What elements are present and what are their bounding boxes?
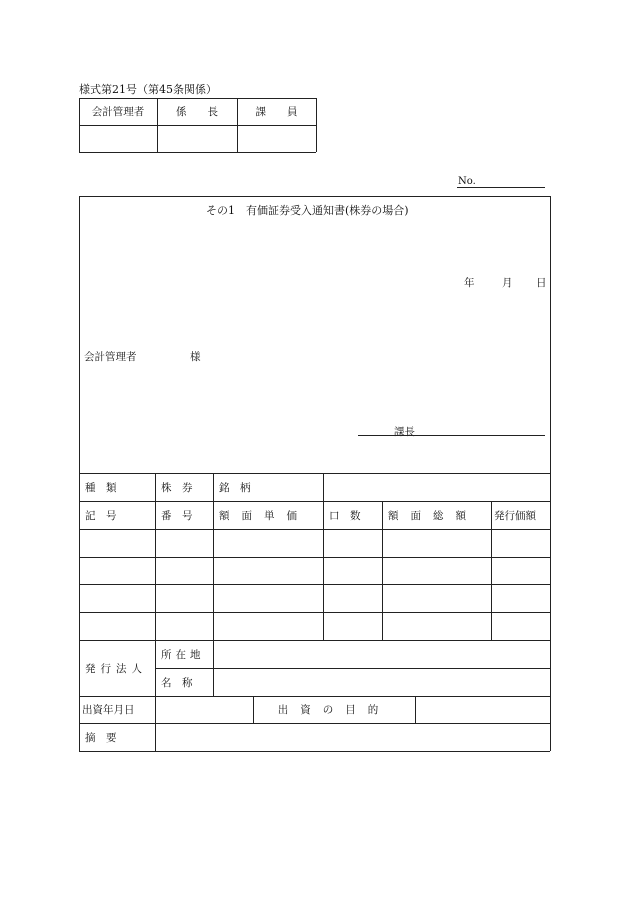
data-row-2[interactable] <box>80 558 549 584</box>
cell-stock-certificate: 株 券 <box>161 481 193 494</box>
data-row-4[interactable] <box>80 613 549 639</box>
approval-stamp-chief[interactable] <box>158 126 236 151</box>
addressee-honorific: 様 <box>190 351 201 363</box>
cell-kind-label: 種 類 <box>85 481 117 494</box>
remarks-input[interactable] <box>156 724 549 750</box>
date-month-label: 月 <box>502 277 513 289</box>
document-number-line <box>457 187 545 188</box>
investment-date-input[interactable] <box>156 697 252 722</box>
col-header-unit-face-value: 額面単価 <box>219 509 309 522</box>
document-number-label: No. <box>458 176 476 187</box>
approval-header-chief: 係 長 <box>176 106 218 118</box>
investment-purpose-label: 出資の目的 <box>277 704 391 716</box>
col-header-number: 番 号 <box>161 509 193 522</box>
document-number-field[interactable] <box>478 174 544 187</box>
investment-date-label: 出資年月日 <box>82 704 135 716</box>
approval-stamp-accountant[interactable] <box>80 126 156 151</box>
brand-input[interactable] <box>324 474 549 500</box>
approval-header-staff: 課 員 <box>255 106 298 118</box>
form-label: 様式第21号（第45条関係） <box>79 83 217 96</box>
data-row-3[interactable] <box>80 585 549 611</box>
col-header-symbol: 記 号 <box>85 509 117 522</box>
approval-stamp-staff[interactable] <box>238 126 315 151</box>
addressee-name: 会計管理者 <box>84 351 137 363</box>
issuer-location-label: 所在地 <box>161 648 205 661</box>
sender-label: 課長 <box>394 426 415 438</box>
date-year-label: 年 <box>464 277 475 289</box>
issuer-location-input[interactable] <box>214 641 549 667</box>
investment-purpose-input[interactable] <box>416 697 549 722</box>
document-title: その1 有価証券受入通知書(株券の場合) <box>206 204 409 217</box>
issuer-name-label: 名 称 <box>161 676 193 689</box>
cell-brand-label: 銘 柄 <box>219 481 251 494</box>
remarks-label: 摘 要 <box>85 731 117 744</box>
col-header-total-face-value: 額面総額 <box>388 509 478 522</box>
date-day-label: 日 <box>536 277 547 289</box>
issuer-label: 発行法人 <box>85 662 147 675</box>
sender-line <box>358 435 545 436</box>
approval-header-accountant: 会計管理者 <box>91 106 145 118</box>
data-row-1[interactable] <box>80 530 549 556</box>
issuer-name-input[interactable] <box>214 669 549 695</box>
col-header-issue-price: 発行価額 <box>494 509 536 522</box>
col-header-units: 口 数 <box>329 509 361 522</box>
